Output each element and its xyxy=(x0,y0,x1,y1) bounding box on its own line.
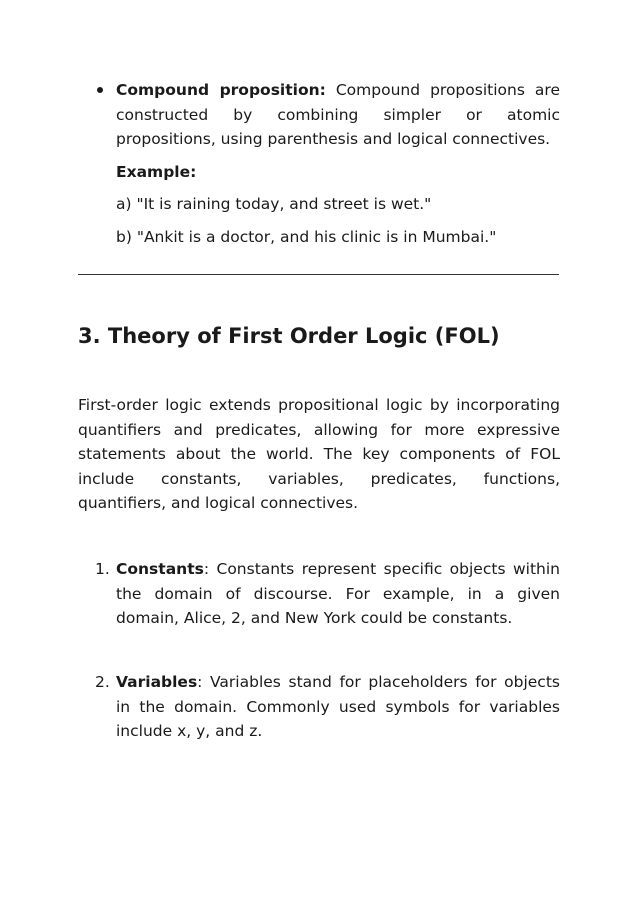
compound-proposition-paragraph xyxy=(116,78,560,152)
list-item-description: : Variables stand for placeholders for objects in the domain. Commonly used symbols for variables include x, y, and z. xyxy=(116,673,560,740)
list-item-constants xyxy=(116,557,560,631)
example-a: a) "It is raining today, and street is wet." xyxy=(116,195,432,213)
example-label: Example: xyxy=(116,163,197,181)
compound-proposition-description: Compound propositions are constructed by combining simpler or atomic propositions, using parenthesis and logical connectives. xyxy=(116,81,560,148)
list-item-number: 1. xyxy=(95,560,110,578)
section-heading: 3. Theory of First Order Logic (FOL) xyxy=(78,324,500,348)
list-item-variables xyxy=(116,670,560,744)
example-b: b) "Ankit is a doctor, and his clinic is in Mumbai." xyxy=(116,228,497,246)
compound-proposition-term: Compound proposition: xyxy=(116,81,326,99)
list-item-term: Variables xyxy=(116,673,198,691)
section-divider xyxy=(78,274,559,275)
list-item-term: Constants xyxy=(116,560,204,578)
list-item-number: 2. xyxy=(95,673,110,691)
section-intro: First-order logic extends propositional logic by incorporating quantifiers and predicates, allowing for more expressive statements about the world. The key components of FOL include constants, variables, predicates, functions, quantifiers, and logical connectives. xyxy=(78,396,560,512)
list-item-description: : Constants represent specific objects within the domain of discourse. For example, in a given domain, Alice, 2, and New York could be constants. xyxy=(116,560,560,627)
bullet-dot xyxy=(97,87,103,93)
